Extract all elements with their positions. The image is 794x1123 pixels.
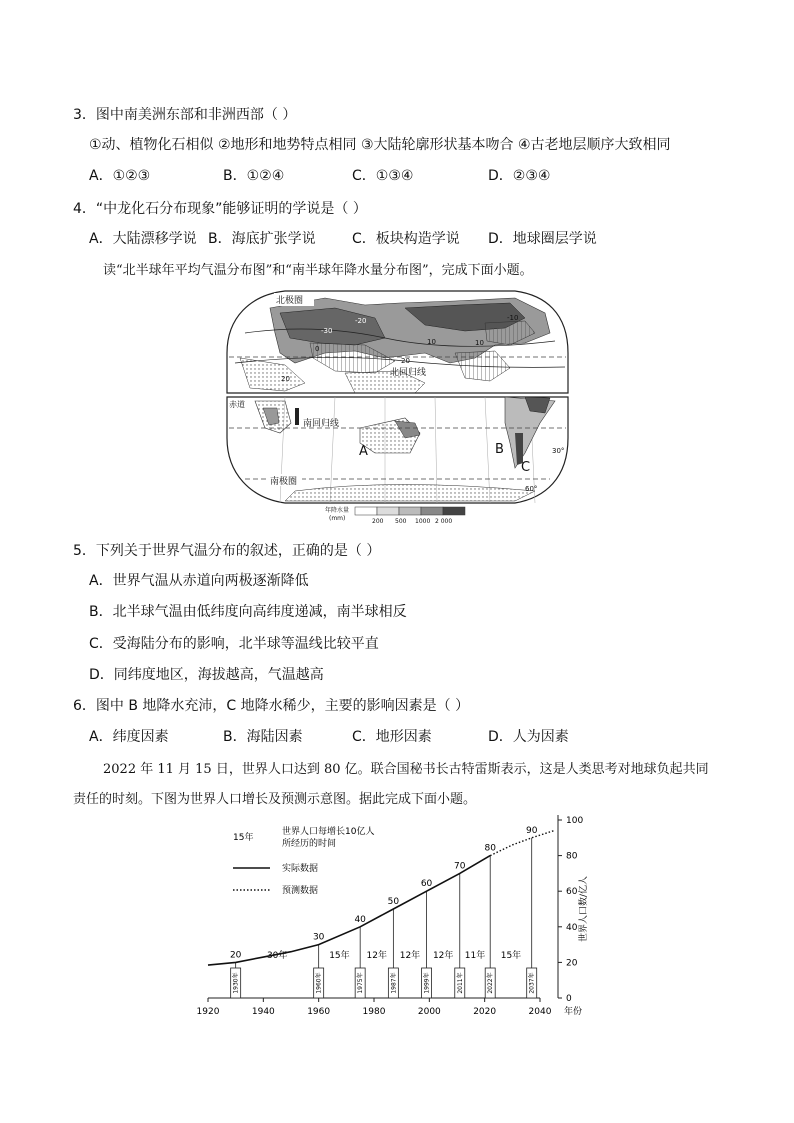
legend-interval-label-1: 世界人口每增长10亿人 xyxy=(282,827,375,837)
intro-climate-maps: 读“北半球年平均气温分布图”和“南半球年降水量分布图”，完成下面小题。 xyxy=(103,263,533,278)
legend-tick: 500 xyxy=(395,518,407,525)
interval-label: 12年 xyxy=(432,951,454,961)
legend-interval-label-2: 所经历的时间 xyxy=(282,839,337,849)
q4-option-b: B．海底扩张学说 xyxy=(208,231,316,247)
q3-option-a: A．①②③ xyxy=(89,168,151,184)
interval-label: 30年 xyxy=(266,951,288,961)
q6-stem: 6．图中 B 地降水充沛，C 地降水稀少，主要的影响因素是（ ） xyxy=(73,698,470,714)
milestone-year: 1960年 xyxy=(315,972,323,994)
isotherm-label: 20 xyxy=(281,375,290,383)
map-label-tropic-n: 北回归线 xyxy=(390,368,427,378)
milestone-year: 1999年 xyxy=(423,972,431,994)
q6-option-c: C．地形因素 xyxy=(352,729,432,745)
isotherm-label: 20 xyxy=(401,357,410,365)
map-point-c: C xyxy=(521,460,531,475)
legend-tick: 2 000 xyxy=(435,518,453,525)
q4-option-c: C．板块构造学说 xyxy=(352,231,460,247)
isotherm-label: 0 xyxy=(315,345,320,353)
map-label-arctic: 北极圈 xyxy=(276,296,304,306)
milestone-value: 20 xyxy=(229,950,242,961)
map-point-a: A xyxy=(359,444,368,459)
q5-option-c: C．受海陆分布的影响，北半球等温线比较平直 xyxy=(89,636,379,652)
y-tick-label: 40 xyxy=(566,922,578,933)
q6-option-b: B．海陆因素 xyxy=(223,729,303,745)
milestone-value: 60 xyxy=(420,879,433,890)
intro-population-line1: 2022 年 11 月 15 日，世界人口达到 80 亿。联合国秘书长古特雷斯表示，这是人类思考对地球负起共同 xyxy=(103,762,709,777)
interval-label: 11年 xyxy=(464,951,486,961)
y-tick-label: 20 xyxy=(566,958,578,969)
q4-stem: 4．“中龙化石分布现象”能够证明的学说是（ ） xyxy=(73,201,367,217)
q5-option-a: A．世界气温从赤道向两极逐渐降低 xyxy=(89,573,309,589)
precipitation-legend xyxy=(325,506,465,525)
map-label-equator: 赤道 xyxy=(229,400,245,409)
interval-label: 12年 xyxy=(366,951,387,961)
y-axis-label: 世界人口数/亿人 xyxy=(579,875,589,943)
q6-option-d: D．人为因素 xyxy=(488,729,569,745)
x-tick-label: 1980 xyxy=(362,1007,386,1017)
forecast-data-line xyxy=(490,831,554,856)
q3-option-c: C．①③④ xyxy=(352,168,414,184)
climate-map-figure xyxy=(225,283,570,525)
q4-option-a: A．大陆漂移学说 xyxy=(89,231,197,247)
legend-tick: 1000 xyxy=(415,518,431,525)
x-tick-label: 1960 xyxy=(307,1007,331,1017)
isotherm-label: -20 xyxy=(355,317,367,325)
q3-stem: 3．图中南美洲东部和非洲西部（ ） xyxy=(73,107,297,123)
isotherm-label: -10 xyxy=(507,314,519,322)
y-tick-label: 60 xyxy=(566,887,578,898)
milestone-year: 1975年 xyxy=(357,972,365,994)
milestone-year: 1987年 xyxy=(390,972,398,994)
milestone-year: 2022年 xyxy=(487,972,495,994)
interval-label: 12年 xyxy=(399,951,421,961)
milestone-value: 70 xyxy=(454,861,466,872)
isotherm-label: 10 xyxy=(427,338,436,346)
map-lat-30: 30° xyxy=(552,447,565,455)
q3-option-b: B．①②④ xyxy=(223,168,285,184)
x-tick-label: 2040 xyxy=(528,1007,552,1017)
map-label-tropic-s: 南回归线 xyxy=(303,419,340,429)
y-tick-label: 100 xyxy=(566,816,584,826)
q3-option-d: D．②③④ xyxy=(488,168,551,184)
milestone-value: 80 xyxy=(484,843,496,854)
legend-forecast-label: 预测数据 xyxy=(282,886,319,896)
q5-option-d: D．同纬度地区，海拔越高，气温越高 xyxy=(89,667,324,683)
x-tick-label: 2020 xyxy=(473,1007,497,1017)
y-tick-label: 80 xyxy=(566,851,578,862)
q5-stem: 5．下列关于世界气温分布的叙述，正确的是（ ） xyxy=(73,543,381,559)
x-tick-label: 2000 xyxy=(417,1007,441,1017)
map-label-antarctic: 南极圈 xyxy=(270,477,298,487)
intro-population-line2: 责任的时刻。下图为世界人口增长及预测示意图。据此完成下面小题。 xyxy=(73,792,477,807)
legend-actual-label: 实际数据 xyxy=(282,864,319,874)
legend-tick: 200 xyxy=(372,518,384,525)
legend-sample: 15年 xyxy=(233,833,254,843)
population-chart xyxy=(190,808,610,1023)
milestone-value: 30 xyxy=(312,932,325,943)
y-tick-label: 0 xyxy=(566,994,572,1004)
milestone-value: 50 xyxy=(387,897,400,907)
southern-hemisphere-map xyxy=(227,397,568,503)
isotherm-label: -30 xyxy=(321,327,333,335)
actual-data-line xyxy=(208,856,490,965)
milestone-value: 40 xyxy=(354,914,366,925)
x-tick-label: 1920 xyxy=(196,1007,220,1017)
milestone-year: 1930年 xyxy=(232,972,240,994)
interval-label: 15年 xyxy=(329,951,350,961)
milestone-value: 90 xyxy=(525,825,538,836)
q4-option-d: D．地球圈层学说 xyxy=(488,231,597,247)
x-axis-label: 年份 xyxy=(564,1007,583,1017)
legend-title: 年降水量 xyxy=(325,507,350,514)
x-tick-label: 1940 xyxy=(251,1007,275,1017)
map-lat-60: 60° xyxy=(525,485,538,493)
milestone-year: 2037年 xyxy=(528,972,536,994)
q3-statements: ①动、植物化石相似 ②地形和地势特点相同 ③大陆轮廓形状基本吻合 ④古老地层顺序大致相同 xyxy=(89,137,671,153)
map-point-b: B xyxy=(495,442,504,457)
milestone-year: 2011年 xyxy=(456,972,464,994)
isotherm-label: 10 xyxy=(475,339,484,347)
q6-option-a: A．纬度因素 xyxy=(89,729,169,745)
interval-label: 15年 xyxy=(500,951,522,961)
northern-hemisphere-map xyxy=(227,291,568,393)
q5-option-b: B．北半球气温由低纬度向高纬度递减，南半球相反 xyxy=(89,604,407,620)
legend-unit: (mm) xyxy=(329,515,346,522)
